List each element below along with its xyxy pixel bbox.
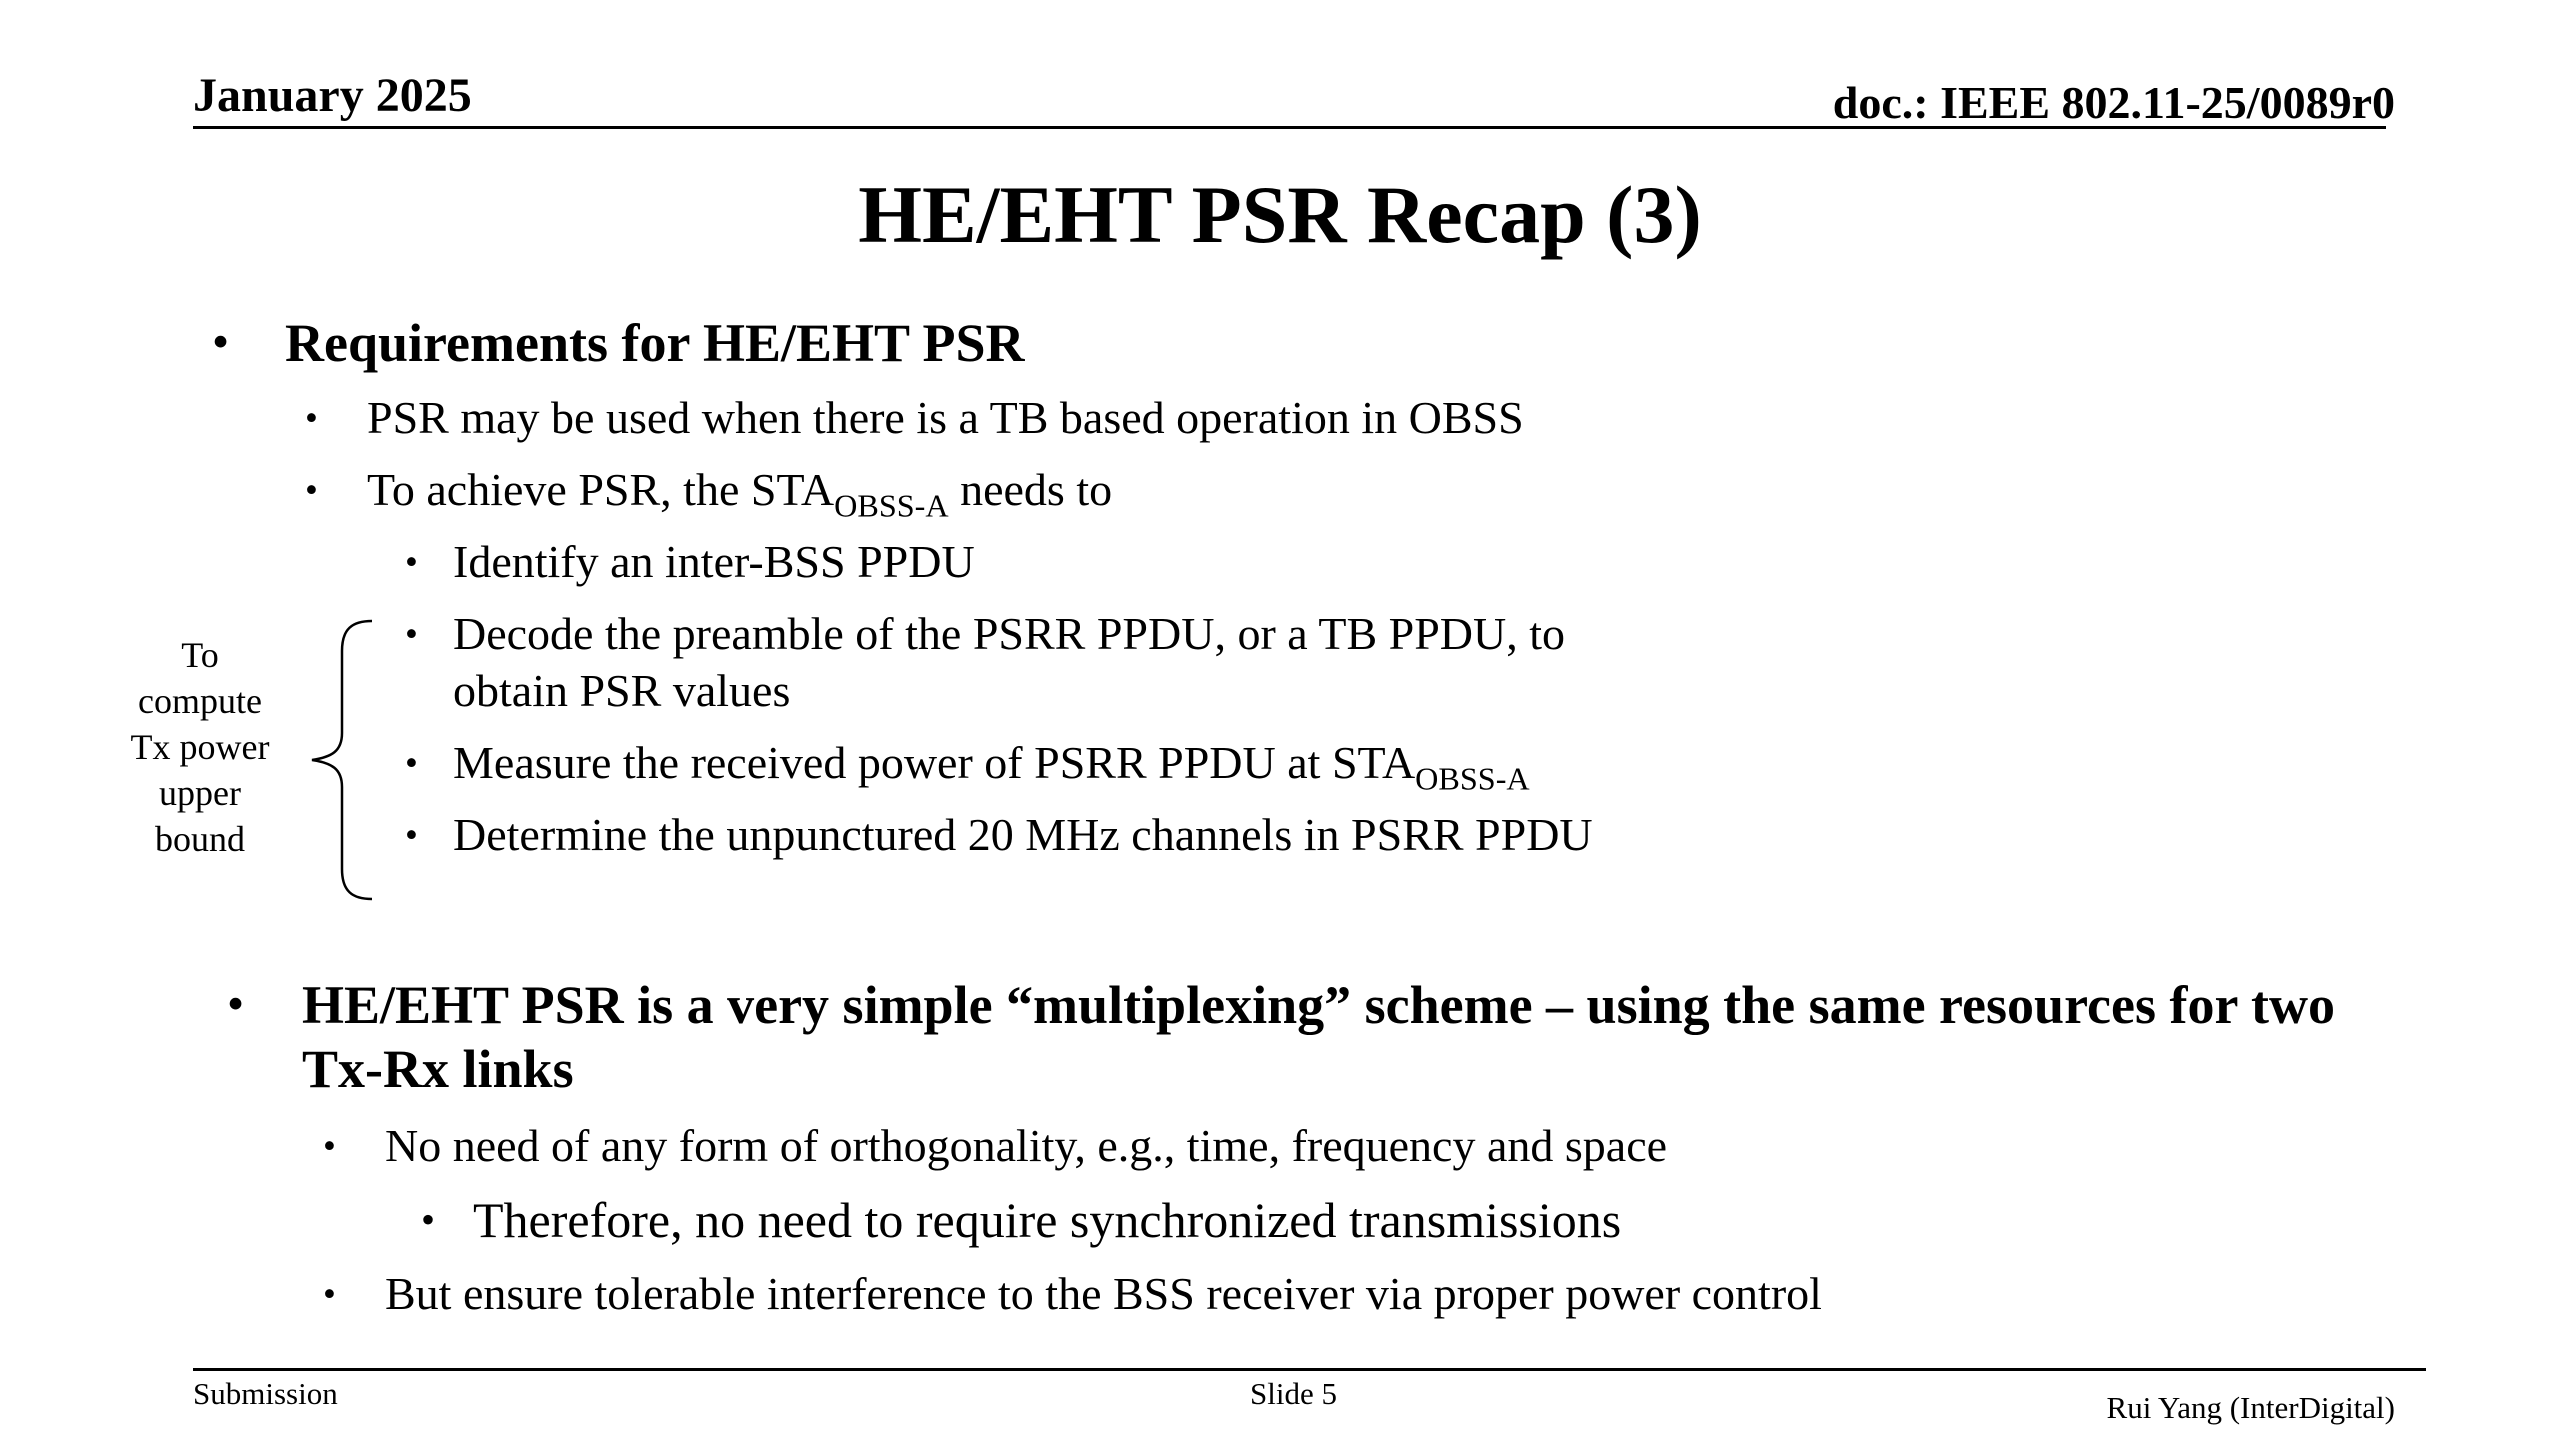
header-doc-id: doc.: IEEE 802.11-25/0089r0 xyxy=(1832,77,2395,128)
bullet-icon: • xyxy=(405,613,418,654)
section1-item-text xyxy=(367,462,1113,524)
item-text-part: To achieve PSR, the STA xyxy=(367,464,835,515)
item-text-part: needs to xyxy=(948,464,1113,515)
bullet-icon: • xyxy=(405,814,418,855)
subitem-text: Decode the preamble of the PSRR PPDU, or a TB PPDU, to xyxy=(453,608,1566,659)
bullet-icon: • xyxy=(228,981,244,1028)
section2-heading-text: HE/EHT PSR is a very simple “multiplexing” scheme – using the same resources for two xyxy=(302,975,2335,1035)
bullet-icon: • xyxy=(323,1273,336,1314)
bullet-icon: • xyxy=(213,319,229,366)
section1-heading-text: Requirements for HE/EHT PSR xyxy=(285,313,1025,373)
side-annotation: To compute Tx power upper bound xyxy=(130,635,270,859)
section2-item-text: No need of any form of orthogonality, e.g., time, frequency and space xyxy=(385,1120,1668,1171)
section2-subitem-text: Therefore, no need to require synchronized transmissions xyxy=(473,1192,1622,1248)
footer-author: Rui Yang (InterDigital) xyxy=(2106,1390,2395,1425)
subscript: OBSS-A xyxy=(834,487,949,524)
section2-item-text: But ensure tolerable interference to the BSS receiver via proper power control xyxy=(385,1268,1822,1319)
bullet-icon: • xyxy=(405,742,418,783)
header-date: January 2025 xyxy=(193,69,472,122)
item-text-part: Measure the received power of PSRR PPDU at STA xyxy=(453,737,1416,788)
subitem-text: obtain PSR values xyxy=(453,665,791,716)
subitem-text: Determine the unpunctured 20 MHz channels in PSRR PPDU xyxy=(453,809,1593,860)
slide-title: HE/EHT PSR Recap (3) xyxy=(858,169,1702,260)
header-divider xyxy=(193,126,2386,129)
subitem-text xyxy=(453,735,1530,797)
subscript: OBSS-A xyxy=(1415,760,1530,797)
footer-divider xyxy=(193,1368,2426,1371)
footer-submission: Submission xyxy=(193,1376,338,1411)
section2-heading-text: Tx-Rx links xyxy=(302,1039,574,1099)
subitem-text: Identify an inter-BSS PPDU xyxy=(453,536,975,587)
curly-brace-icon xyxy=(300,615,380,905)
bullet-icon: • xyxy=(323,1125,336,1166)
bullet-icon: • xyxy=(405,541,418,582)
bullet-icon: • xyxy=(305,397,318,438)
footer-slide-number: Slide 5 xyxy=(1250,1376,1337,1411)
bullet-icon: • xyxy=(305,469,318,510)
bullet-icon: • xyxy=(421,1197,436,1242)
section1-item-text: PSR may be used when there is a TB based operation in OBSS xyxy=(367,392,1524,443)
